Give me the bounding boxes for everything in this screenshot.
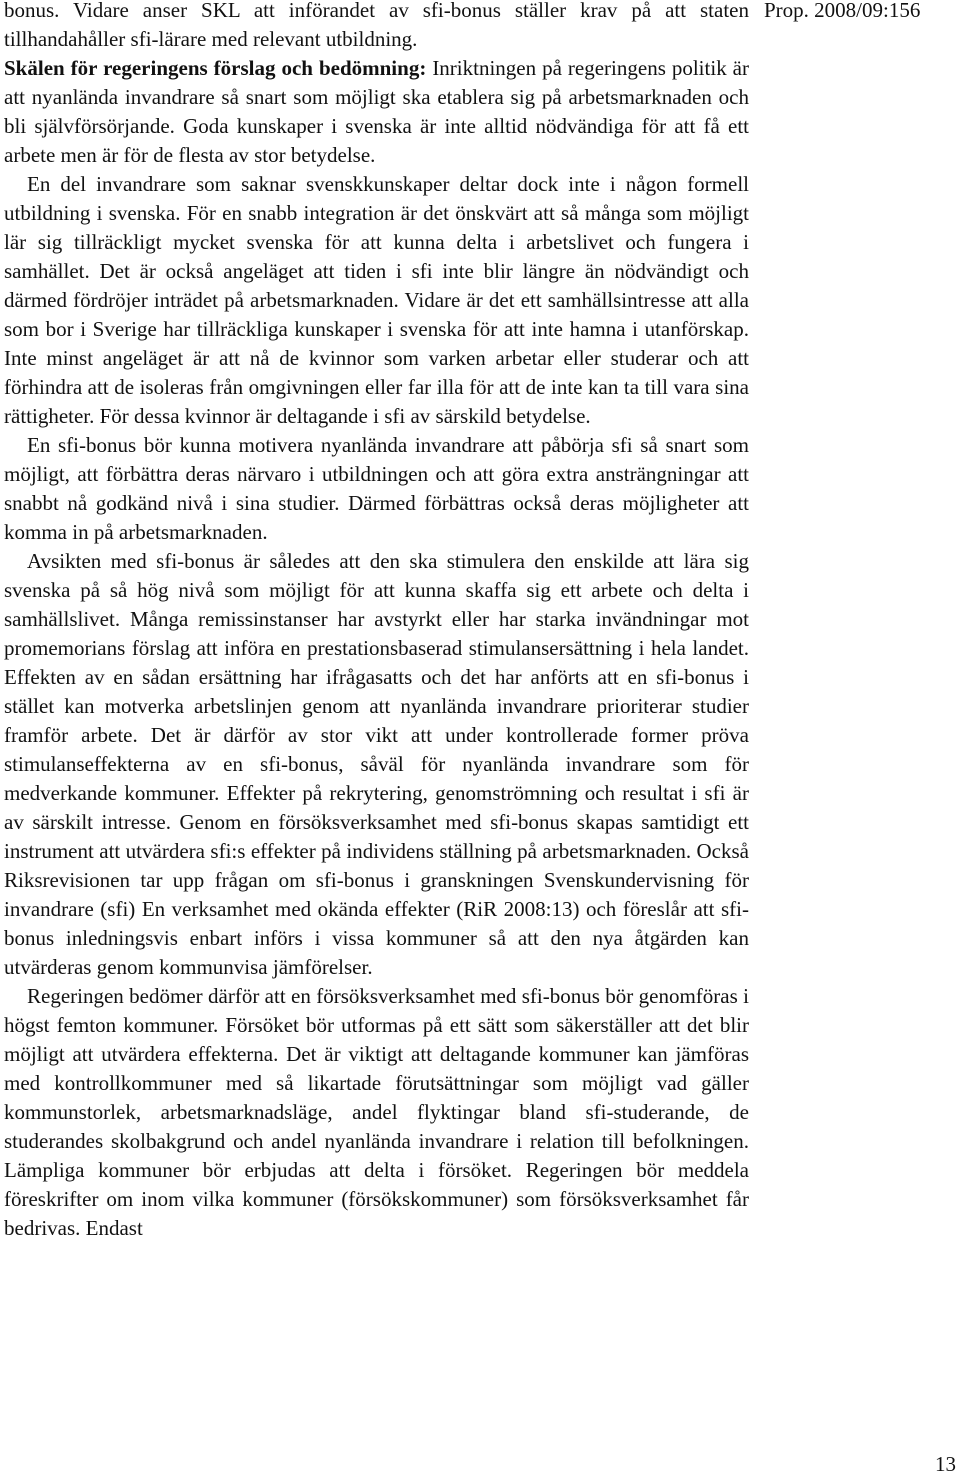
proposition-reference: Prop. 2008/09:156 — [764, 0, 921, 22]
page-number: 13 — [935, 1452, 956, 1476]
paragraph-2 — [4, 54, 749, 170]
paragraph-3-text: En del invandrare som saknar svenskkunskaper deltar dock inte i någon formell utbildning i svenska. För en snabb integration är det önskvärt att så många som möjligt lär sig tillräckligt mycket svenska för att kunna delta i arbetslivet och fungera i samhället. Det är också angeläget att tiden i sfi inte blir längre än nödvändigt och därmed fördröjer inträdet på arbetsmarknaden. Vidare är det ett samhällsintresse att alla som bor i Sverige har tillräckliga kunskaper i svenska för att inte hamna i utanförskap. Inte minst angeläget är att nå de kvinnor som varken arbetar eller studerar och att förhindra att de isoleras från omgivningen eller far illa för att de inte kan ta till vara sina rättigheter. För dessa kvinnor är deltagande i sfi av särskild betydelse. — [4, 172, 749, 428]
paragraph-5 — [4, 547, 749, 982]
paragraph-2-text: Inriktningen på regeringens politik är att nyanlända invandrare så snart som möjligt ska etablera sig på arbetsmarknaden och bli självförsörjande. Goda kunskaper i svenska är inte alltid nödvändiga för att få ett arbete men är för de flesta av stor betydelse. — [4, 56, 749, 167]
body-text — [4, 0, 749, 1243]
paragraph-2-lead: Skälen för regeringens förslag och bedömning: — [4, 56, 427, 80]
paragraph-4 — [4, 431, 749, 547]
paragraph-1 — [4, 0, 749, 54]
paragraph-4-text: En sfi-bonus bör kunna motivera nyanlända invandrare att påbörja sfi så snart som möjligt, att förbättra deras närvaro i utbildningen och att göra extra ansträngningar att snabbt nå godkänd nivå i sina studier. Därmed förbättras också deras möjligheter att komma in på arbetsmarknaden. — [4, 433, 749, 544]
paragraph-3 — [4, 170, 749, 431]
paragraph-6 — [4, 982, 749, 1243]
paragraph-1-text: bonus. Vidare anser SKL att införandet av sfi-bonus ställer krav på att staten tillhandahåller sfi-lärare med relevant utbildning. — [4, 0, 749, 51]
paragraph-5-text: Avsikten med sfi-bonus är således att den ska stimulera den enskilde att lära sig svenska på så hög nivå som möjligt för att kunna skaffa sig ett arbete och delta i samhällslivet. Många remissinstanser har avstyrkt eller har starka invändningar mot promemorians förslag att införa en prestationsbaserad stimulansersättning i hela landet. Effekten av en sådan ersättning har ifrågasatts och det har anförts att en sfi-bonus i stället kan motverka arbetslinjen genom att nyanlända invandrare prioriterar studier framför arbete. Det är därför av stor vikt att under kontrollerade former pröva stimulanseffekterna av en sfi-bonus, såväl för nyanlända invandrare som för medverkande kommuner. Effekter på rekrytering, genomströmning och resultat i sfi är av särskilt intresse. Genom en försöksverksamhet med sfi-bonus skapas samtidigt ett instrument att utvärdera sfi:s effekter på individens ställning på arbetsmarknaden. Också Riksrevisionen tar upp frågan om sfi-bonus i granskningen Svenskundervisning för invandrare (sfi) En verksamhet med okända effekter (RiR 2008:13) och föreslår att sfi-bonus inledningsvis enbart införs i vissa kommuner så att den nya åtgärden kan utvärderas genom kommunvisa jämförelser. — [4, 549, 749, 979]
paragraph-6-text: Regeringen bedömer därför att en försöksverksamhet med sfi-bonus bör genomföras i högst femton kommuner. Försöket bör utformas på ett sätt som säkerställer att det blir möjligt att utvärdera effekterna. Det är viktigt att deltagande kommuner kan jämföras med kontrollkommuner med så likartade förutsättningar som möjligt vad gäller kommunstorlek, arbetsmarknadsläge, andel flyktingar bland sfi-studerande, de studerandes skolbakgrund och andel nyanlända invandrare i relation till befolkningen. Lämpliga kommuner bör erbjudas att delta i försöket. Regeringen bör meddela föreskrifter om inom vilka kommuner (försökskommuner) som försöksverksamhet får bedrivas. Endast — [4, 984, 749, 1240]
